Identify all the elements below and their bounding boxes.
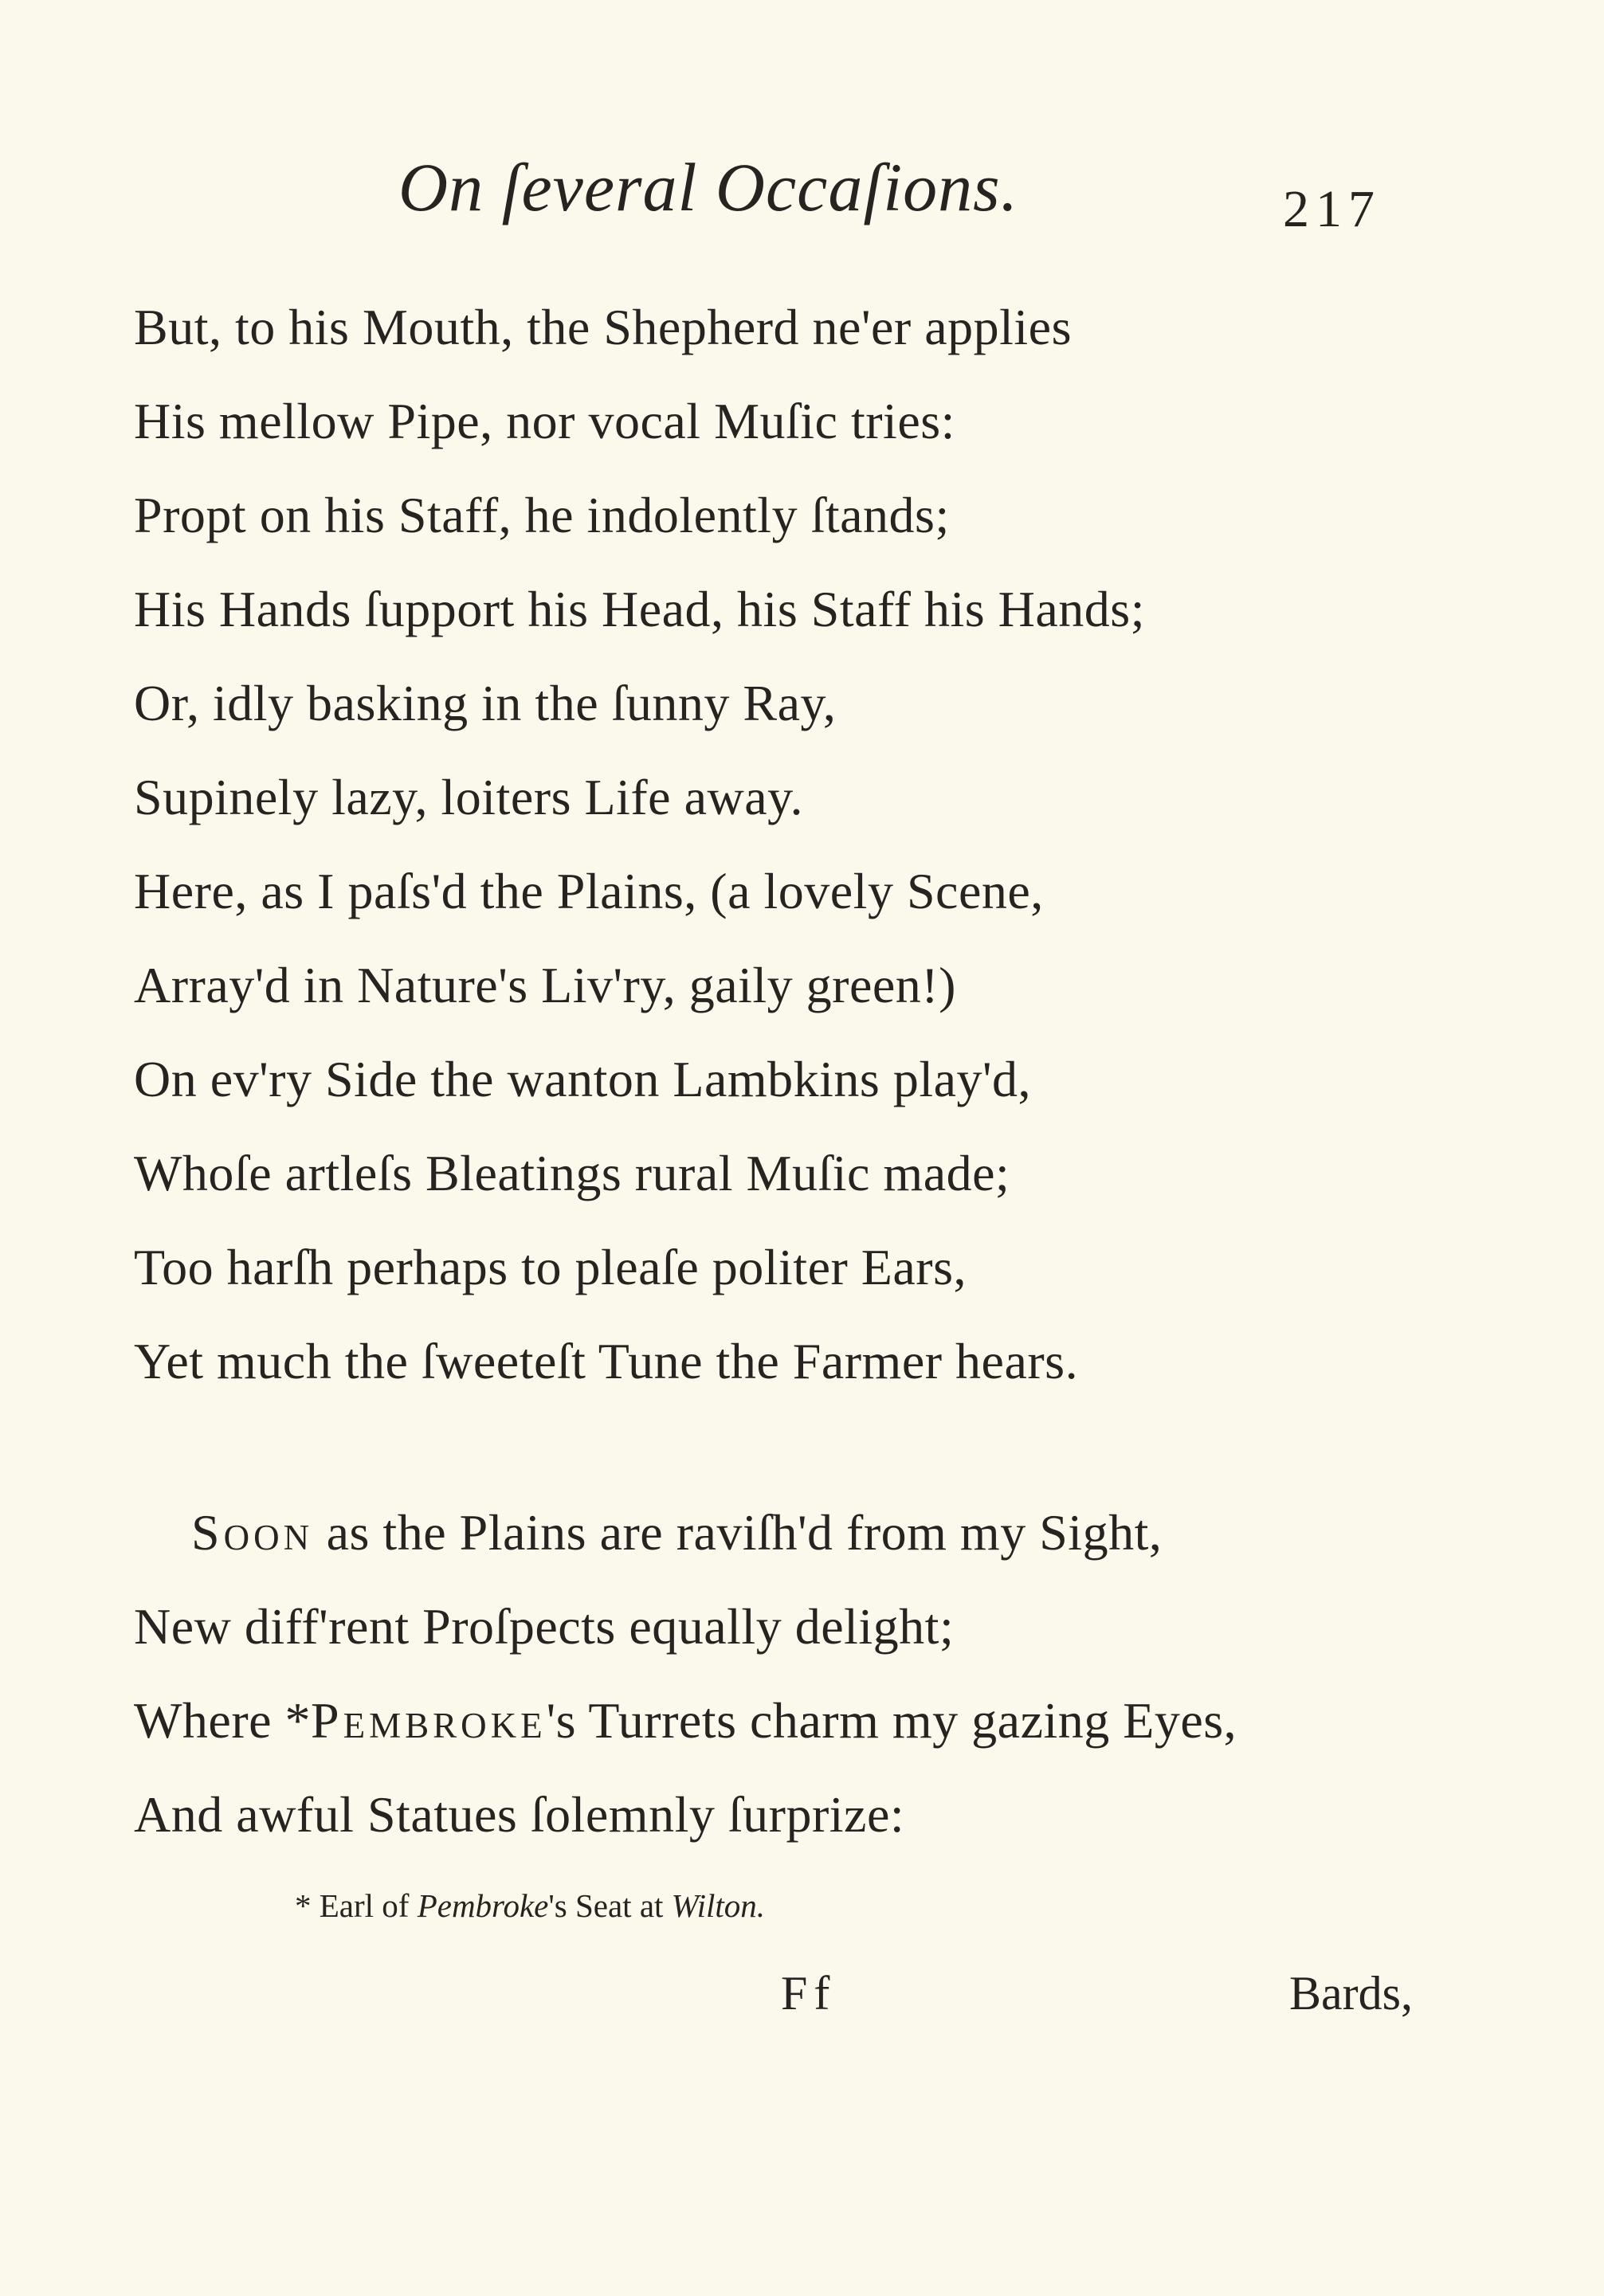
footnote-place: Wilton.: [671, 1887, 765, 1924]
verse-line: Or, idly basking in the ſunny Ray,: [134, 675, 837, 731]
verse-line: On ev'ry Side the wanton Lambkins play'd,: [134, 1051, 1032, 1107]
verse-line: And awful Statues ſolemnly ſurprize:: [134, 1786, 905, 1843]
verse-line: Yet much the ſweeteſt Tune the Farmer hears.: [134, 1333, 1079, 1389]
verse-line: His mellow Pipe, nor vocal Muſic tries:: [134, 393, 955, 449]
pembroke-name: Pembroke: [311, 1692, 547, 1749]
line-start: Where *: [134, 1692, 312, 1749]
verse-line: Too harſh perhaps to pleaſe politer Ears,: [134, 1239, 967, 1295]
page-number: 217: [1283, 180, 1381, 238]
verse-line: Propt on his Staff, he indolently ſtands;: [134, 487, 950, 543]
verse-line: Here, as I paſs'd the Plains, (a lovely Scene,: [134, 863, 1044, 919]
running-title: On ſeveral Occaſions.: [398, 149, 1019, 225]
verse-line-pembroke: [134, 1674, 1237, 1768]
poem-stanza-1: [134, 280, 1145, 1409]
poem-stanza-2: [134, 1486, 1237, 1862]
footnote: [295, 1887, 765, 1925]
line-rest: 's Turrets charm my gazing Eyes,: [546, 1692, 1237, 1749]
verse-line: Array'd in Nature's Liv'ry, gaily green!): [134, 957, 956, 1013]
footnote-text: 's Seat at: [548, 1887, 672, 1924]
signature-mark: Ff: [781, 1967, 837, 2020]
verse-line: But, to his Mouth, the Shepherd ne'er applies: [134, 299, 1072, 355]
verse-line-opening: [134, 1486, 1237, 1580]
opening-line-rest: as the Plains are raviſh'd from my Sight,: [313, 1504, 1163, 1561]
verse-line: Whoſe artleſs Bleatings rural Muſic made;: [134, 1145, 1010, 1201]
catchword: Bards,: [1289, 1967, 1413, 2020]
verse-line: New diff'rent Proſpects equally delight;: [134, 1598, 955, 1655]
opening-word: Soon: [191, 1504, 314, 1561]
footnote-marker: *: [295, 1887, 320, 1924]
verse-line: His Hands ſupport his Head, his Staff his Hands;: [134, 581, 1145, 637]
verse-line: Supinely lazy, loiters Life away.: [134, 769, 803, 825]
footnote-name: Pembroke: [417, 1887, 549, 1924]
footnote-text: Earl of: [319, 1887, 418, 1924]
